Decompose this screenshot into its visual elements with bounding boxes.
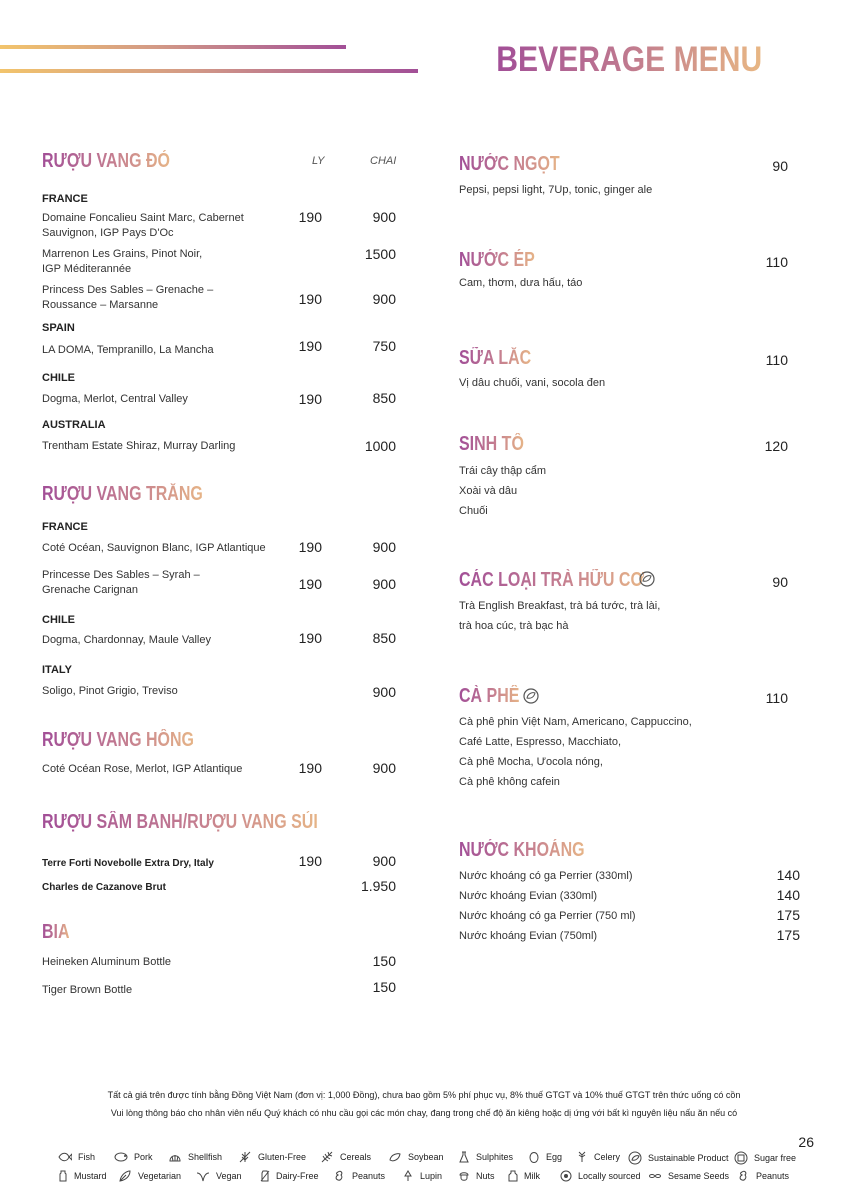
glass-price: 190 — [298, 760, 322, 776]
lupin-icon — [402, 1170, 414, 1182]
legend-item: Gluten-Free — [238, 1151, 306, 1163]
section-title-organic-tea: CÁC LOẠI TRÀ HỮU CƠ — [459, 569, 645, 591]
page-number: 26 — [798, 1134, 814, 1150]
glass-price: 190 — [298, 576, 322, 592]
price: 140 — [776, 867, 800, 883]
soybean-icon — [388, 1151, 402, 1163]
wine-name: Domaine Foncalieu Saint Marc, Cabernet Sauvignon, IGP Pays D'Oc — [42, 212, 244, 239]
bottle-price: 900 — [372, 853, 396, 869]
glass-price: 190 — [298, 391, 322, 407]
price: 110 — [765, 254, 788, 270]
organic-icon — [638, 570, 656, 588]
country-label: ITALY — [42, 664, 72, 676]
bottle-price: 1500 — [364, 246, 396, 262]
legend-item: Fish — [58, 1151, 95, 1163]
legend-item: Nuts — [458, 1170, 495, 1182]
description: Vị dâu chuối, vani, socola đen — [459, 377, 606, 389]
country-label: CHILE — [42, 372, 75, 384]
price: 120 — [764, 438, 788, 454]
legend-item: Sugar free — [734, 1151, 796, 1165]
bottle-price: 900 — [372, 209, 396, 225]
section-title-smoothie: SINH TỐ — [459, 433, 524, 455]
legend-item: Dairy-Free — [260, 1170, 319, 1182]
fish-icon — [58, 1151, 72, 1163]
legend-item: Milk — [508, 1170, 540, 1182]
egg-icon — [528, 1151, 540, 1163]
wine-name: Terre Forti Novebolle Extra Dry, Italy — [42, 858, 214, 869]
bottle-price: 850 — [372, 630, 396, 646]
pork-icon — [114, 1151, 128, 1163]
wine-name: Charles de Cazanove Brut — [42, 882, 166, 893]
bottle-price: 1.950 — [360, 878, 396, 894]
peanut-icon — [738, 1170, 750, 1182]
celery-icon — [576, 1151, 588, 1163]
wine-name: Dogma, Chardonnay, Maule Valley — [42, 634, 211, 646]
header-stripe-bottom — [0, 69, 418, 73]
price: 175 — [776, 907, 800, 923]
section-title-beer: BIA — [42, 921, 70, 943]
price: 110 — [765, 690, 788, 706]
legend-item: Vegetarian — [118, 1170, 181, 1182]
bottle-price: 1000 — [364, 438, 396, 454]
wine-name: LA DOMA, Tempranillo, La Mancha — [42, 344, 214, 356]
section-title-juice: NƯỚC ÉP — [459, 249, 535, 271]
legend-item: Locally sourced — [560, 1170, 641, 1182]
footer-note: Vui lòng thông báo cho nhân viên nếu Quý khách có nhu cầu gọi các món chay, đang trong chế độ ăn kiêng hoặc dị ứng với bất kì nguyên liệu nấu ăn nếu có — [110, 1108, 738, 1118]
shellfish-icon — [168, 1151, 182, 1163]
country-label: FRANCE — [42, 521, 88, 533]
sustainable-icon — [628, 1151, 642, 1165]
section-title-white-wine: RƯỢU VANG TRẮNG — [42, 483, 203, 505]
legend-item: Pork — [114, 1151, 153, 1163]
wine-name: Soligo, Pinot Grigio, Treviso — [42, 685, 178, 697]
glass-price: 190 — [298, 853, 322, 869]
glass-price: 190 — [298, 291, 322, 307]
wine-name: Princess Des Sables – Grenache – Roussance – Marsanne — [42, 284, 214, 311]
country-label: AUSTRALIA — [42, 419, 106, 431]
bottle-price: 900 — [372, 760, 396, 776]
bottle-price: 750 — [372, 338, 396, 354]
legend-item: Soybean — [388, 1151, 444, 1163]
legend-item: Sustainable Product — [628, 1151, 729, 1165]
price: 140 — [776, 887, 800, 903]
legend-item: Mustard — [58, 1170, 107, 1182]
vegan-icon — [196, 1170, 210, 1182]
bottle-price: 150 — [372, 953, 396, 969]
wine-name: Princesse Des Sables – Syrah – Grenache Carignan — [42, 569, 200, 596]
price: 110 — [765, 352, 788, 368]
description: Cà phê phin Việt Nam, Americano, Cappuccino, Café Latte, Espresso, Macchiato, Cà phê Mocha, Ưocola nóng, Cà phê không cafein — [459, 716, 692, 788]
section-title-red-wine: RƯỢU VANG ĐỎ — [42, 150, 170, 172]
description: Trái cây thập cẩm Xoài và dâu Chuối — [459, 465, 547, 517]
legend-item: Sesame Seeds — [648, 1170, 729, 1182]
gluten-free-icon — [238, 1151, 252, 1163]
glass-price: 190 — [298, 539, 322, 555]
peanut-icon — [334, 1170, 346, 1182]
legend-item: Peanuts — [334, 1170, 385, 1182]
wine-name: Coté Océan Rose, Merlot, IGP Atlantique — [42, 763, 243, 775]
vegetarian-icon — [118, 1170, 132, 1182]
glass-price: 190 — [298, 338, 322, 354]
section-title-milkshake: SỮA LẮC — [459, 347, 532, 369]
legend-item: Egg — [528, 1151, 562, 1163]
bottle-price: 150 — [372, 979, 396, 995]
description: Trà English Breakfast, trà bá tước, trà lài, trà hoa cúc, trà bạc hà — [459, 600, 661, 632]
header-stripe-top — [0, 45, 346, 49]
price: 90 — [772, 158, 788, 174]
wine-name: Marrenon Les Grains, Pinot Noir, IGP Méditerannée — [42, 248, 203, 275]
sulphites-icon — [458, 1151, 470, 1163]
bottle-price: 900 — [372, 684, 396, 700]
section-title-coffee: CÀ PHÊ — [459, 685, 520, 707]
footer-note: Tất cả giá trên được tính bằng Đồng Việt Nam (đơn vị: 1,000 Đồng), chưa bao gồm 5% phí phục vụ, 8% thuế GTGT và 10% thuế GTGT trên thức uống có cồn — [107, 1090, 741, 1100]
price: 90 — [772, 574, 788, 590]
water-item: Nước khoáng có ga Perrier (750 ml) — [459, 910, 636, 922]
cereals-icon — [320, 1151, 334, 1163]
legend-item: Cereals — [320, 1151, 371, 1163]
column-header-glass: LY — [312, 155, 325, 167]
organic-icon — [522, 687, 540, 705]
section-title-rose-wine: RƯỢU VANG HỒNG — [42, 729, 194, 751]
water-item: Nước khoáng Evian (330ml) — [459, 890, 598, 902]
milk-icon — [508, 1170, 518, 1182]
bottle-price: 850 — [372, 390, 396, 406]
section-title-sparkling: RƯỢU SÂM BANH/RƯỢU VANG SỦI — [42, 811, 318, 833]
glass-price: 190 — [298, 630, 322, 646]
sesame-icon — [648, 1170, 662, 1182]
bottle-price: 900 — [372, 576, 396, 592]
locally-sourced-icon — [560, 1170, 572, 1182]
legend-item: Celery — [576, 1151, 620, 1163]
mustard-icon — [58, 1170, 68, 1182]
bottle-price: 900 — [372, 539, 396, 555]
beer-name: Tiger Brown Bottle — [42, 984, 133, 996]
column-header-bottle: CHAI — [370, 155, 397, 167]
water-item: Nước khoáng có ga Perrier (330ml) — [459, 870, 633, 882]
legend-item: Peanuts — [738, 1170, 789, 1182]
wine-name: Dogma, Merlot, Central Valley — [42, 393, 188, 405]
section-title-mineral-water: NƯỚC KHOÁNG — [459, 839, 585, 861]
legend-item: Lupin — [402, 1170, 442, 1182]
legend-item: Shellfish — [168, 1151, 222, 1163]
price: 175 — [776, 927, 800, 943]
nuts-icon — [458, 1170, 470, 1182]
description: Pepsi, pepsi light, 7Up, tonic, ginger ale — [459, 184, 653, 196]
dairy-free-icon — [260, 1170, 270, 1182]
glass-price: 190 — [298, 209, 322, 225]
water-item: Nước khoáng Evian (750ml) — [459, 930, 598, 942]
section-title-soft-drinks: NƯỚC NGỌT — [459, 153, 560, 175]
legend-item: Vegan — [196, 1170, 242, 1182]
page-title: BEVERAGE MENU — [496, 40, 762, 79]
sugar-free-icon — [734, 1151, 748, 1165]
description: Cam, thơm, dưa hấu, táo — [459, 277, 583, 289]
wine-name: Coté Océan, Sauvignon Blanc, IGP Atlantique — [42, 542, 266, 554]
country-label: CHILE — [42, 614, 75, 626]
bottle-price: 900 — [372, 291, 396, 307]
country-label: SPAIN — [42, 322, 75, 334]
wine-name: Trentham Estate Shiraz, Murray Darling — [42, 440, 236, 452]
country-label: FRANCE — [42, 193, 88, 205]
legend-item: Sulphites — [458, 1151, 513, 1163]
beer-name: Heineken Aluminum Bottle — [42, 956, 172, 968]
